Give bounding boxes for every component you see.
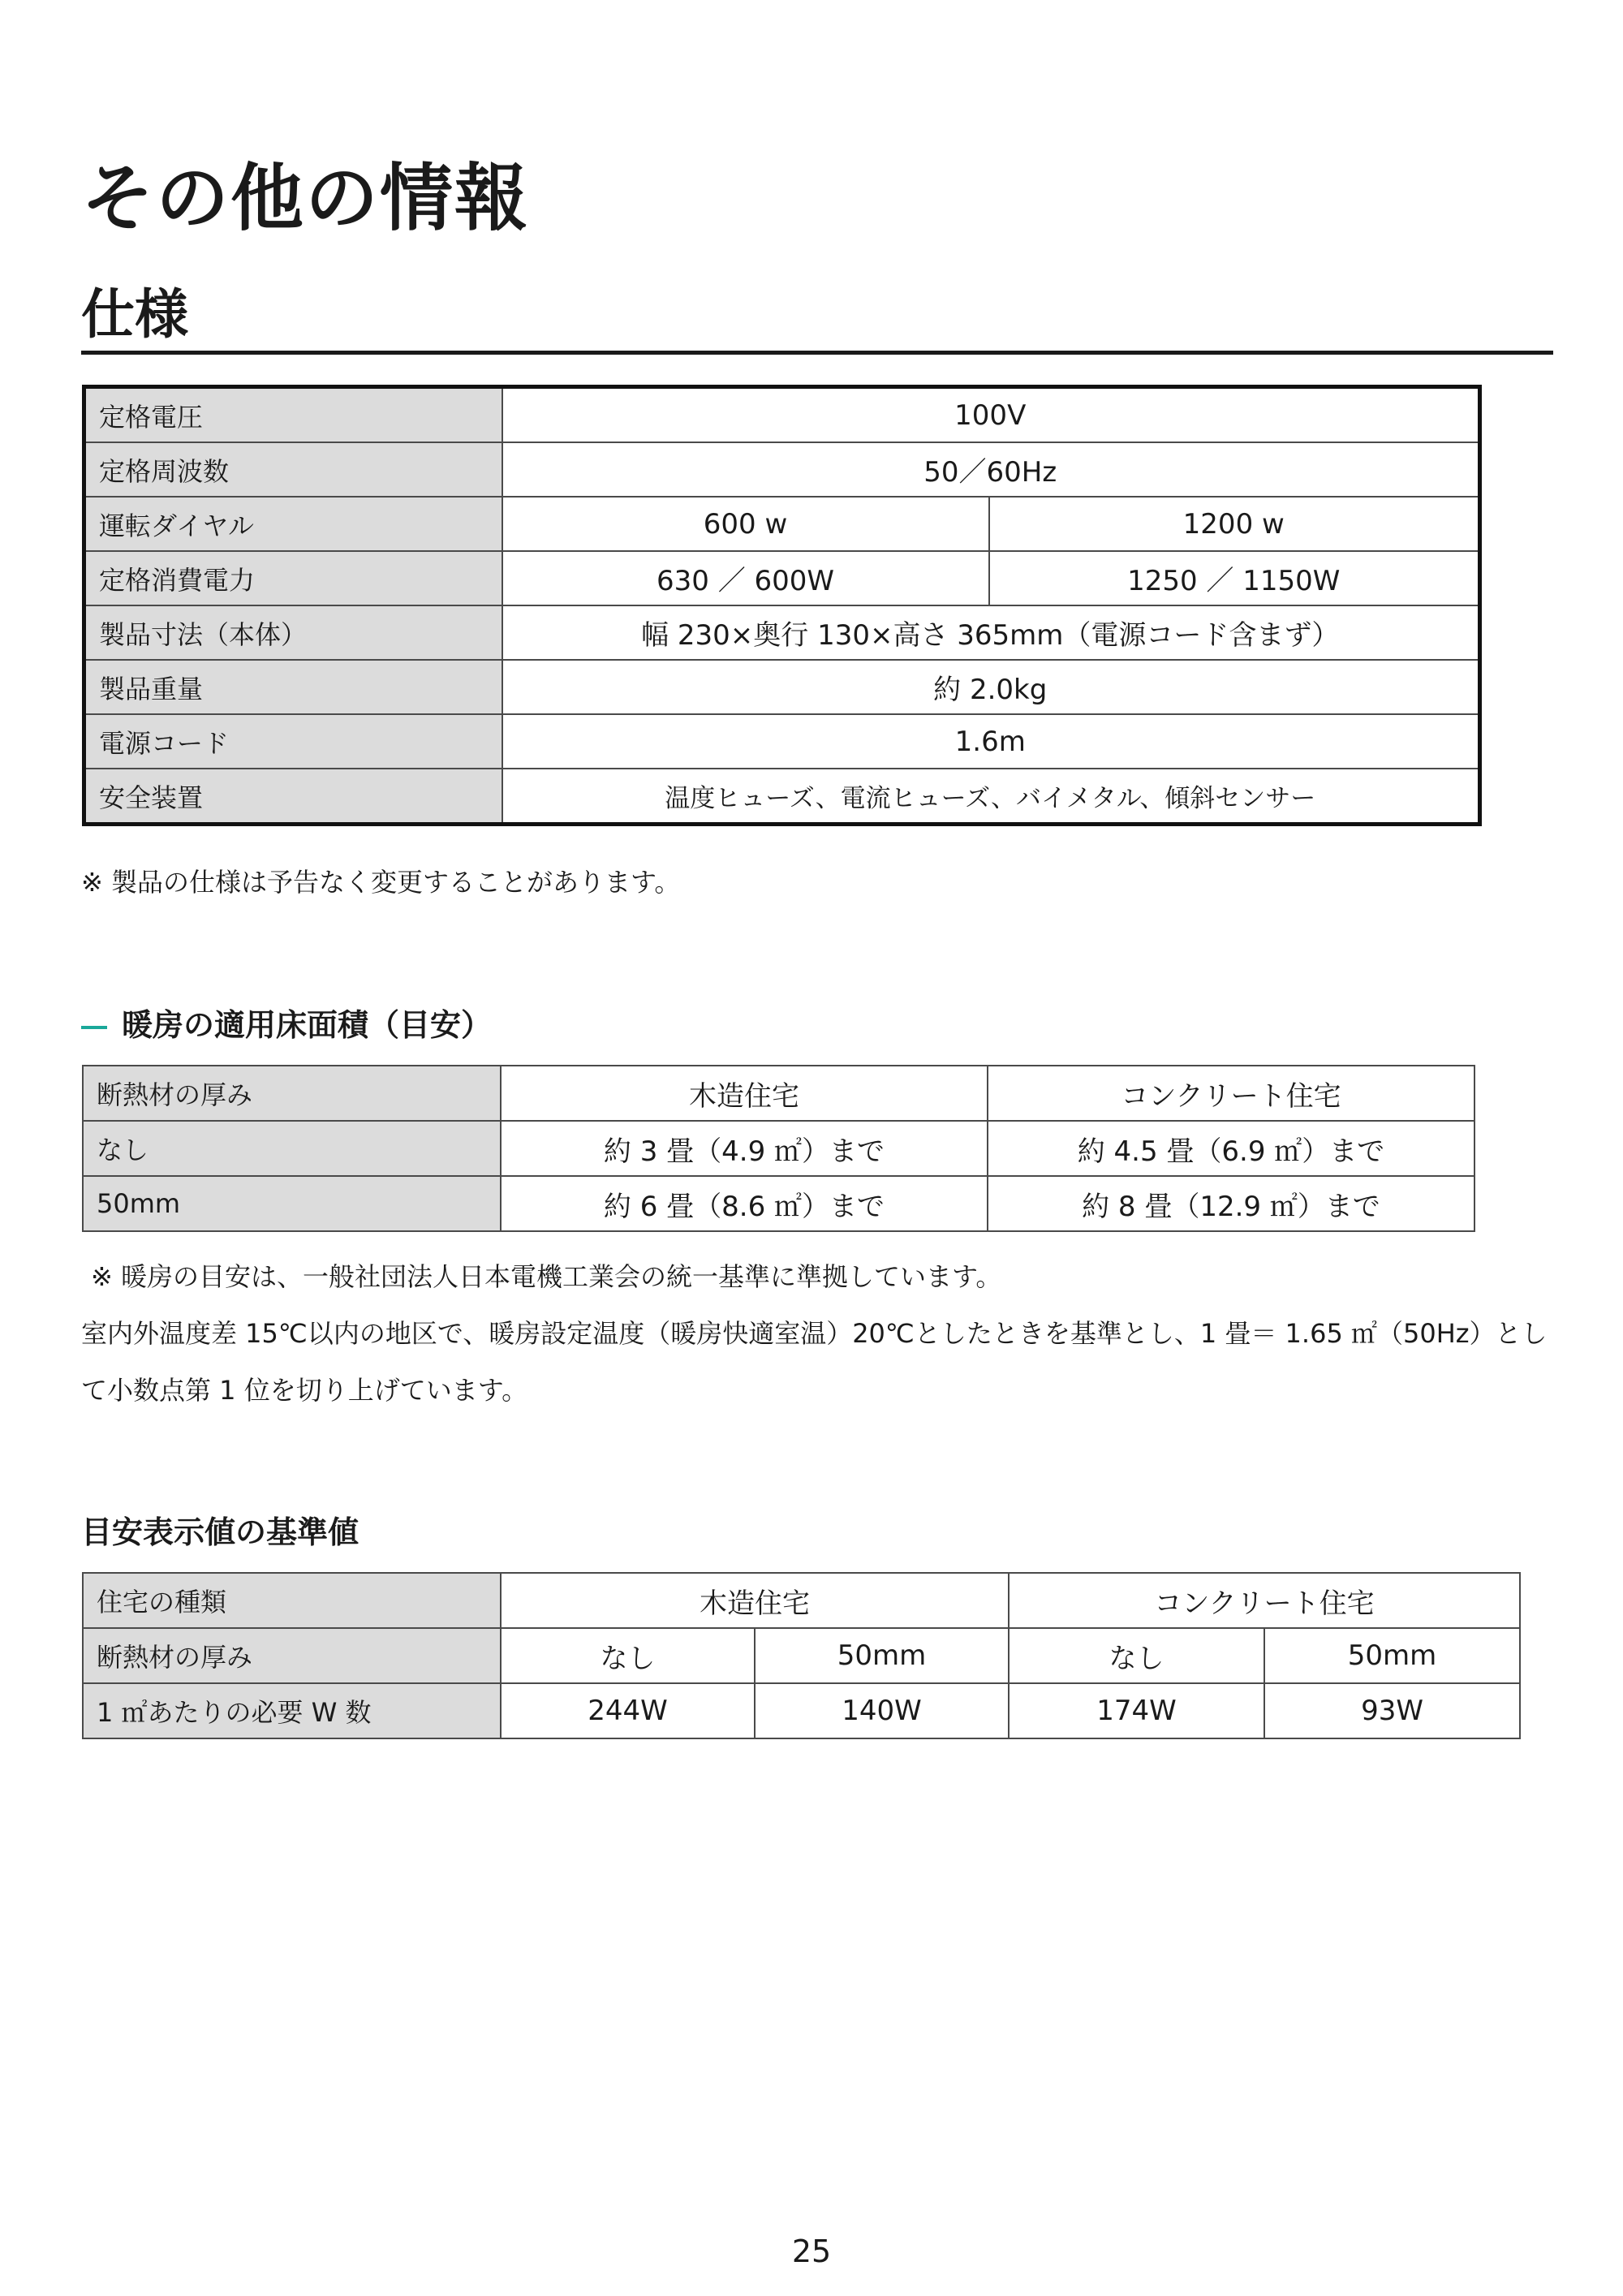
table-cell: 50mm (1264, 1628, 1520, 1683)
column-header: 断熱材の厚み (83, 1066, 501, 1121)
table-row (84, 660, 1480, 714)
spec-note: ※ 製品の仕様は予告なく変更することがあります。 (81, 867, 681, 898)
column-header: 木造住宅 (501, 1066, 988, 1121)
page-number: 25 (791, 2234, 832, 2269)
spec-label: 安全装置 (84, 769, 502, 825)
spec-value: 約 2.0kg (502, 660, 1480, 714)
spec-label: 製品寸法（本体） (84, 605, 502, 660)
table-cell: 244W (501, 1683, 755, 1738)
table-row (83, 1121, 1474, 1176)
heating-note: 室内外温度差 15℃以内の地区で、暖房設定温度（暖房快適室温）20℃としたときを基準とし、1 畳＝ 1.65 ㎡（50Hz）とし (81, 1318, 1548, 1349)
spec-label: 電源コード (84, 714, 502, 769)
row-label: 住宅の種類 (83, 1573, 501, 1628)
spec-label: 製品重量 (84, 660, 502, 714)
heating-note: ※ 暖房の目安は、一般社団法人日本電機工業会の統一基準に準拠しています。 (91, 1261, 1002, 1292)
spec-value: 1250 ／ 1150W (989, 551, 1480, 605)
table-cell: 約 6 畳（8.6 ㎡）まで (501, 1176, 988, 1231)
row-label: 50mm (83, 1176, 501, 1231)
table-cell: 140W (755, 1683, 1009, 1738)
spec-label: 定格周波数 (84, 442, 502, 497)
heading-dash-icon (81, 1026, 107, 1029)
table-cell: 174W (1009, 1683, 1264, 1738)
table-row (83, 1683, 1520, 1738)
table-row (84, 497, 1480, 551)
table-cell: 93W (1264, 1683, 1520, 1738)
spec-value: 600 w (502, 497, 989, 551)
reference-table (82, 1572, 1521, 1739)
table-row (83, 1176, 1474, 1231)
table-cell: なし (1009, 1628, 1264, 1683)
table-row (84, 769, 1480, 825)
table-row (84, 442, 1480, 497)
heating-area-table (82, 1065, 1475, 1232)
table-cell: 約 3 畳（4.9 ㎡）まで (501, 1121, 988, 1176)
spec-heading: 仕様 (81, 283, 188, 346)
table-row (84, 387, 1480, 443)
spec-value: 1200 w (989, 497, 1480, 551)
row-label: 1 ㎡あたりの必要 W 数 (83, 1683, 501, 1738)
spec-value: 100V (502, 387, 1480, 443)
row-label: 断熱材の厚み (83, 1628, 501, 1683)
spec-value: 1.6m (502, 714, 1480, 769)
spec-table (82, 385, 1482, 826)
heating-note: て小数点第 1 位を切り上げています。 (81, 1375, 528, 1406)
table-cell: 約 8 畳（12.9 ㎡）まで (988, 1176, 1474, 1231)
table-cell: 約 4.5 畳（6.9 ㎡）まで (988, 1121, 1474, 1176)
spec-value: 630 ／ 600W (502, 551, 989, 605)
row-label: なし (83, 1121, 501, 1176)
page-title: その他の情報 (81, 156, 529, 241)
heating-heading-text: 暖房の適用床面積（目安） (122, 1007, 493, 1043)
heading-rule (81, 351, 1553, 355)
table-cell: なし (501, 1628, 755, 1683)
spec-label: 定格電圧 (84, 387, 502, 443)
table-row (84, 714, 1480, 769)
spec-label: 運転ダイヤル (84, 497, 502, 551)
table-row (84, 551, 1480, 605)
spec-value: 50／60Hz (502, 442, 1480, 497)
table-cell: 50mm (755, 1628, 1009, 1683)
spec-label: 定格消費電力 (84, 551, 502, 605)
table-row (83, 1628, 1520, 1683)
spec-value: 幅 230×奥行 130×高さ 365mm（電源コード含まず） (502, 605, 1480, 660)
column-header: コンクリート住宅 (988, 1066, 1474, 1121)
table-cell: コンクリート住宅 (1009, 1573, 1520, 1628)
spec-value: 温度ヒューズ、電流ヒューズ、バイメタル、傾斜センサー (502, 769, 1480, 825)
table-row (84, 605, 1480, 660)
table-header-row (83, 1066, 1474, 1121)
table-row (83, 1573, 1520, 1628)
table-cell: 木造住宅 (501, 1573, 1009, 1628)
heating-heading (81, 1000, 492, 1045)
reference-heading: 目安表示値の基準値 (81, 1514, 359, 1550)
